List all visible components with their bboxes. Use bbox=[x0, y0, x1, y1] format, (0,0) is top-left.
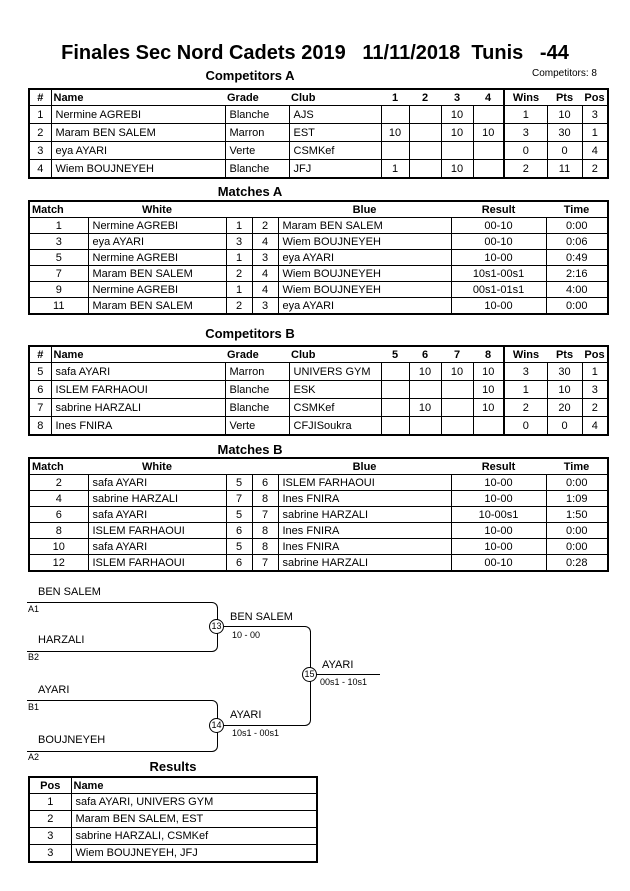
table-cell: safa AYARI, UNIVERS GYM bbox=[71, 794, 317, 811]
table-cell: 0:00 bbox=[546, 523, 608, 539]
table-cell: Marron bbox=[225, 124, 289, 142]
table-cell: 10 bbox=[473, 363, 504, 381]
table-cell: 10s1-00s1 bbox=[451, 266, 546, 282]
column-header: # bbox=[29, 89, 51, 106]
table-cell: 10-00 bbox=[451, 491, 546, 507]
table-cell: JFJ bbox=[289, 160, 381, 179]
table-cell: safa AYARI bbox=[88, 539, 226, 555]
column-header: Match bbox=[32, 203, 64, 216]
column-header: Pts bbox=[555, 348, 574, 361]
table-cell: Nermine AGREBI bbox=[88, 250, 226, 266]
table-cell: CSMKef bbox=[289, 142, 381, 160]
table-cell bbox=[409, 142, 441, 160]
column-header: 4 bbox=[484, 91, 492, 104]
table-cell: Blanche bbox=[225, 399, 289, 417]
table-cell bbox=[409, 381, 441, 399]
table-cell bbox=[409, 124, 441, 142]
table-cell bbox=[473, 106, 504, 124]
table-cell: sabrine HARZALI bbox=[51, 399, 225, 417]
table-cell: 1 bbox=[504, 381, 547, 399]
table-row bbox=[29, 124, 608, 142]
table-cell bbox=[473, 417, 504, 436]
column-header: Wins bbox=[504, 89, 547, 106]
table-row bbox=[29, 106, 608, 124]
table-cell: 10-00 bbox=[451, 298, 546, 315]
bracket-sf1-top-seed: A1 bbox=[28, 604, 40, 614]
column-header: Match bbox=[32, 460, 64, 473]
table-cell: 10 bbox=[381, 124, 409, 142]
table-cell: 00s1-01s1 bbox=[451, 282, 546, 298]
table-cell: 1 bbox=[582, 363, 608, 381]
table-cell: Blanche bbox=[225, 160, 289, 179]
column-header: 2 bbox=[421, 91, 429, 104]
table-cell bbox=[381, 417, 409, 436]
table-cell: 3 bbox=[582, 381, 608, 399]
table-cell: 10 bbox=[409, 399, 441, 417]
table-cell: 5 bbox=[226, 507, 252, 523]
table-cell: 3 bbox=[29, 234, 88, 250]
table-row bbox=[29, 250, 608, 266]
table-cell: 0:00 bbox=[546, 298, 608, 315]
table-cell: 00-10 bbox=[451, 234, 546, 250]
table-cell: 3 bbox=[252, 250, 278, 266]
table-cell: 30 bbox=[547, 124, 582, 142]
table-cell: 6 bbox=[226, 555, 252, 572]
table-cell: 20 bbox=[547, 399, 582, 417]
table-cell: Marron bbox=[225, 363, 289, 381]
column-header: 8 bbox=[484, 348, 492, 361]
table-row bbox=[29, 845, 317, 863]
table-cell: 10-00 bbox=[451, 250, 546, 266]
table-cell: 1 bbox=[226, 282, 252, 298]
table-cell: ISLEM FARHAOUI bbox=[88, 555, 226, 572]
table-cell bbox=[441, 399, 473, 417]
table-cell: safa AYARI bbox=[88, 475, 226, 491]
table-row bbox=[29, 142, 608, 160]
column-header: Pos bbox=[584, 348, 605, 361]
table-cell: Nermine AGREBI bbox=[88, 218, 226, 234]
column-header: Pts bbox=[555, 91, 574, 104]
column-header: 3 bbox=[453, 91, 461, 104]
table-cell: 1 bbox=[504, 106, 547, 124]
section-heading-competitors-a: Competitors A bbox=[205, 68, 295, 83]
table-cell: Maram BEN SALEM bbox=[88, 266, 226, 282]
table-cell: Ines FNIRA bbox=[278, 491, 451, 507]
table-cell: ISLEM FARHAOUI bbox=[278, 475, 451, 491]
table-cell: 11 bbox=[29, 298, 88, 315]
bracket-sf1-top-name: BEN SALEM bbox=[38, 586, 101, 598]
column-header: Blue bbox=[352, 460, 377, 473]
table-cell: ESK bbox=[289, 381, 381, 399]
table-cell: 10-00s1 bbox=[451, 507, 546, 523]
table-cell: Ines FNIRA bbox=[278, 523, 451, 539]
bracket-sf1-bottom-seed: B2 bbox=[28, 652, 40, 662]
table-row bbox=[29, 491, 608, 507]
table-cell: 2:16 bbox=[546, 266, 608, 282]
table-cell: Maram BEN SALEM bbox=[278, 218, 451, 234]
matches-b-table bbox=[28, 457, 609, 572]
table-cell: 0 bbox=[504, 417, 547, 436]
table-cell: 5 bbox=[29, 363, 51, 381]
table-cell: 10-00 bbox=[451, 539, 546, 555]
column-header: Time bbox=[563, 460, 590, 473]
table-cell: Maram BEN SALEM bbox=[88, 298, 226, 315]
table-cell: 0 bbox=[547, 142, 582, 160]
table-cell: 12 bbox=[29, 555, 88, 572]
table-cell: 3 bbox=[252, 298, 278, 315]
competitors-count: Competitors: 8 bbox=[531, 68, 597, 79]
table-cell: 1:09 bbox=[546, 491, 608, 507]
table-cell: Wiem BOUJNEYEH bbox=[278, 266, 451, 282]
table-cell: 10 bbox=[547, 106, 582, 124]
table-cell: 10 bbox=[473, 124, 504, 142]
table-cell: 7 bbox=[252, 507, 278, 523]
table-row bbox=[29, 160, 608, 179]
table-cell: 2 bbox=[29, 124, 51, 142]
table-cell: sabrine HARZALI, CSMKef bbox=[71, 828, 317, 845]
competitors-a-table bbox=[28, 88, 609, 179]
table-cell: 10 bbox=[441, 363, 473, 381]
table-cell bbox=[441, 142, 473, 160]
table-cell: 4 bbox=[252, 282, 278, 298]
column-header: 1 bbox=[391, 91, 399, 104]
table-cell bbox=[441, 417, 473, 436]
table-cell bbox=[381, 399, 409, 417]
bracket-final-score: 00s1 - 10s1 bbox=[320, 677, 368, 687]
column-header: Pos bbox=[584, 91, 605, 104]
table-cell: eya AYARI bbox=[88, 234, 226, 250]
table-cell: 7 bbox=[29, 266, 88, 282]
column-header: Wins bbox=[504, 346, 547, 363]
table-cell: 10-00 bbox=[451, 475, 546, 491]
table-cell: 2 bbox=[252, 218, 278, 234]
table-cell: CFJISoukra bbox=[289, 417, 381, 436]
table-cell: 8 bbox=[29, 523, 88, 539]
table-cell: 2 bbox=[582, 160, 608, 179]
table-cell bbox=[409, 417, 441, 436]
table-cell: 10 bbox=[409, 363, 441, 381]
table-cell: eya AYARI bbox=[51, 142, 225, 160]
section-heading-matches-b: Matches B bbox=[217, 442, 283, 457]
bracket-sf1-match-number-badge: 13 bbox=[209, 619, 224, 634]
table-cell: 4 bbox=[29, 160, 51, 179]
table-cell: Maram BEN SALEM bbox=[51, 124, 225, 142]
column-header bbox=[252, 458, 278, 475]
table-cell bbox=[409, 160, 441, 179]
header-row bbox=[29, 346, 608, 363]
table-cell: 10 bbox=[441, 124, 473, 142]
bracket-sf2-winner-connector bbox=[224, 674, 311, 726]
column-header: Club bbox=[291, 348, 316, 361]
column-header: Pos bbox=[29, 777, 71, 794]
table-cell: 0 bbox=[504, 142, 547, 160]
table-cell: 6 bbox=[226, 523, 252, 539]
table-cell: 0:28 bbox=[546, 555, 608, 572]
table-cell: 2 bbox=[582, 399, 608, 417]
table-cell bbox=[473, 142, 504, 160]
table-cell bbox=[381, 363, 409, 381]
table-cell: 1 bbox=[29, 218, 88, 234]
table-row bbox=[29, 234, 608, 250]
competitors-b-table bbox=[28, 345, 609, 436]
table-cell: 8 bbox=[252, 539, 278, 555]
table-cell: 2 bbox=[504, 399, 547, 417]
table-cell: 9 bbox=[29, 282, 88, 298]
table-cell: 5 bbox=[226, 539, 252, 555]
table-cell: CSMKef bbox=[289, 399, 381, 417]
column-header bbox=[226, 201, 252, 218]
table-cell: 8 bbox=[29, 417, 51, 436]
column-header: # bbox=[29, 346, 51, 363]
column-header: Club bbox=[291, 91, 316, 104]
table-cell: 0 bbox=[547, 417, 582, 436]
table-cell: 7 bbox=[226, 491, 252, 507]
column-header: White bbox=[142, 203, 172, 216]
table-cell: ISLEM FARHAOUI bbox=[51, 381, 225, 399]
table-row bbox=[29, 399, 608, 417]
table-cell: Ines FNIRA bbox=[51, 417, 225, 436]
table-cell: 1 bbox=[226, 250, 252, 266]
table-cell: 00-10 bbox=[451, 555, 546, 572]
table-cell: Nermine AGREBI bbox=[51, 106, 225, 124]
table-cell: sabrine HARZALI bbox=[278, 555, 451, 572]
table-cell: 6 bbox=[29, 507, 88, 523]
table-cell: eya AYARI bbox=[278, 250, 451, 266]
header-row bbox=[29, 458, 608, 475]
bracket-final-winner: AYARI bbox=[322, 659, 354, 671]
table-cell: Blanche bbox=[225, 381, 289, 399]
table-cell: 6 bbox=[29, 381, 51, 399]
column-header: Result bbox=[481, 203, 516, 216]
table-row bbox=[29, 539, 608, 555]
table-cell: 1 bbox=[582, 124, 608, 142]
results-table bbox=[28, 776, 318, 863]
table-cell: 3 bbox=[29, 845, 71, 863]
table-cell: Nermine AGREBI bbox=[88, 282, 226, 298]
table-cell: 4 bbox=[252, 234, 278, 250]
table-row bbox=[29, 266, 608, 282]
table-cell: 0:49 bbox=[546, 250, 608, 266]
table-row bbox=[29, 794, 317, 811]
table-cell: eya AYARI bbox=[278, 298, 451, 315]
table-cell: Verte bbox=[225, 142, 289, 160]
table-cell: 3 bbox=[504, 124, 547, 142]
bracket-sf2-top-seed: B1 bbox=[28, 702, 40, 712]
bracket-final-match-number-badge: 15 bbox=[302, 667, 317, 682]
table-cell: 1:50 bbox=[546, 507, 608, 523]
bracket-sf2-bottom-seed: A2 bbox=[28, 752, 40, 762]
table-cell: Wiem BOUJNEYEH bbox=[51, 160, 225, 179]
table-cell: UNIVERS GYM bbox=[289, 363, 381, 381]
column-header: 5 bbox=[391, 348, 399, 361]
bracket-sf1-bottom-name: HARZALI bbox=[38, 634, 85, 646]
table-cell bbox=[409, 106, 441, 124]
table-cell: 3 bbox=[29, 142, 51, 160]
table-cell: Wiem BOUJNEYEH, JFJ bbox=[71, 845, 317, 863]
column-header: White bbox=[142, 460, 172, 473]
column-header bbox=[252, 201, 278, 218]
bracket-final-winner-line bbox=[310, 674, 380, 675]
table-cell: 11 bbox=[547, 160, 582, 179]
table-cell bbox=[441, 381, 473, 399]
table-cell: 1 bbox=[381, 160, 409, 179]
table-cell: 2 bbox=[29, 811, 71, 828]
column-header bbox=[226, 458, 252, 475]
table-cell: Maram BEN SALEM, EST bbox=[71, 811, 317, 828]
bracket-sf2-bottom-name: BOUJNEYEH bbox=[38, 734, 106, 746]
header-row bbox=[29, 777, 317, 794]
section-heading-matches-a: Matches A bbox=[217, 184, 283, 199]
table-row bbox=[29, 282, 608, 298]
bracket-sf2-match-number-badge: 14 bbox=[209, 718, 224, 733]
table-cell: EST bbox=[289, 124, 381, 142]
table-cell: Wiem BOUJNEYEH bbox=[278, 234, 451, 250]
column-header: Name bbox=[53, 348, 84, 361]
table-cell: 10 bbox=[29, 539, 88, 555]
table-cell: 10 bbox=[547, 381, 582, 399]
table-cell: 0:00 bbox=[546, 539, 608, 555]
table-cell: Verte bbox=[225, 417, 289, 436]
table-cell: 10 bbox=[441, 106, 473, 124]
table-cell: ISLEM FARHAOUI bbox=[88, 523, 226, 539]
table-cell: sabrine HARZALI bbox=[278, 507, 451, 523]
table-cell: 00-10 bbox=[451, 218, 546, 234]
bracket-sf1-score: 10 - 00 bbox=[232, 630, 261, 640]
table-cell: 4 bbox=[582, 142, 608, 160]
table-cell: 2 bbox=[29, 475, 88, 491]
section-heading-competitors-b: Competitors B bbox=[205, 326, 295, 341]
table-cell: 1 bbox=[29, 794, 71, 811]
table-cell: 4 bbox=[29, 491, 88, 507]
table-cell: 8 bbox=[252, 491, 278, 507]
column-header: Name bbox=[73, 779, 104, 792]
table-row bbox=[29, 811, 317, 828]
table-cell: 7 bbox=[252, 555, 278, 572]
bracket-sf2-winner: AYARI bbox=[230, 709, 262, 721]
table-cell: 3 bbox=[582, 106, 608, 124]
table-cell: sabrine HARZALI bbox=[88, 491, 226, 507]
bracket-sf2-score: 10s1 - 00s1 bbox=[232, 728, 280, 738]
table-row bbox=[29, 828, 317, 845]
finals-bracket bbox=[20, 583, 620, 783]
bracket-sf2-top-name: AYARI bbox=[38, 684, 70, 696]
column-header: 6 bbox=[421, 348, 429, 361]
table-cell: 0:00 bbox=[546, 475, 608, 491]
table-cell bbox=[381, 142, 409, 160]
table-row bbox=[29, 555, 608, 572]
table-cell: 7 bbox=[29, 399, 51, 417]
bracket-sf1-winner: BEN SALEM bbox=[230, 611, 293, 623]
column-header: 7 bbox=[453, 348, 461, 361]
table-cell: 0:00 bbox=[546, 218, 608, 234]
table-cell: 4 bbox=[582, 417, 608, 436]
table-cell: 10 bbox=[473, 399, 504, 417]
header-row bbox=[29, 89, 608, 106]
table-cell: 1 bbox=[29, 106, 51, 124]
table-row bbox=[29, 475, 608, 491]
table-cell bbox=[381, 106, 409, 124]
table-cell: 1 bbox=[226, 218, 252, 234]
table-cell: 2 bbox=[226, 266, 252, 282]
table-cell: AJS bbox=[289, 106, 381, 124]
table-cell bbox=[381, 381, 409, 399]
table-cell: 0:06 bbox=[546, 234, 608, 250]
table-cell: 3 bbox=[29, 828, 71, 845]
column-header: Name bbox=[53, 91, 84, 104]
table-cell: Blanche bbox=[225, 106, 289, 124]
table-cell: 10-00 bbox=[451, 523, 546, 539]
table-cell: 5 bbox=[226, 475, 252, 491]
table-cell: 30 bbox=[547, 363, 582, 381]
table-cell: 4 bbox=[252, 266, 278, 282]
table-cell: 10 bbox=[473, 381, 504, 399]
table-row bbox=[29, 381, 608, 399]
table-cell: 2 bbox=[226, 298, 252, 315]
table-cell: 3 bbox=[226, 234, 252, 250]
column-header: Time bbox=[563, 203, 590, 216]
table-row bbox=[29, 363, 608, 381]
table-row bbox=[29, 507, 608, 523]
section-heading-results: Results bbox=[149, 759, 197, 774]
table-cell: 10 bbox=[441, 160, 473, 179]
table-cell: 3 bbox=[504, 363, 547, 381]
column-header: Grade bbox=[227, 91, 259, 104]
table-cell: 4:00 bbox=[546, 282, 608, 298]
table-cell: 2 bbox=[504, 160, 547, 179]
header-row bbox=[29, 201, 608, 218]
table-row bbox=[29, 218, 608, 234]
table-row bbox=[29, 298, 608, 315]
column-header: Blue bbox=[352, 203, 377, 216]
table-cell: Wiem BOUJNEYEH bbox=[278, 282, 451, 298]
table-cell bbox=[473, 160, 504, 179]
table-cell: safa AYARI bbox=[88, 507, 226, 523]
table-row bbox=[29, 417, 608, 436]
table-cell: 6 bbox=[252, 475, 278, 491]
table-cell: safa AYARI bbox=[51, 363, 225, 381]
table-row bbox=[29, 523, 608, 539]
page-title: Finales Sec Nord Cadets 2019 11/11/2018 Tunis -44 bbox=[61, 42, 569, 64]
table-cell: 8 bbox=[252, 523, 278, 539]
matches-a-table bbox=[28, 200, 609, 315]
table-cell: 5 bbox=[29, 250, 88, 266]
column-header: Result bbox=[481, 460, 516, 473]
column-header: Grade bbox=[227, 348, 259, 361]
table-cell: Ines FNIRA bbox=[278, 539, 451, 555]
